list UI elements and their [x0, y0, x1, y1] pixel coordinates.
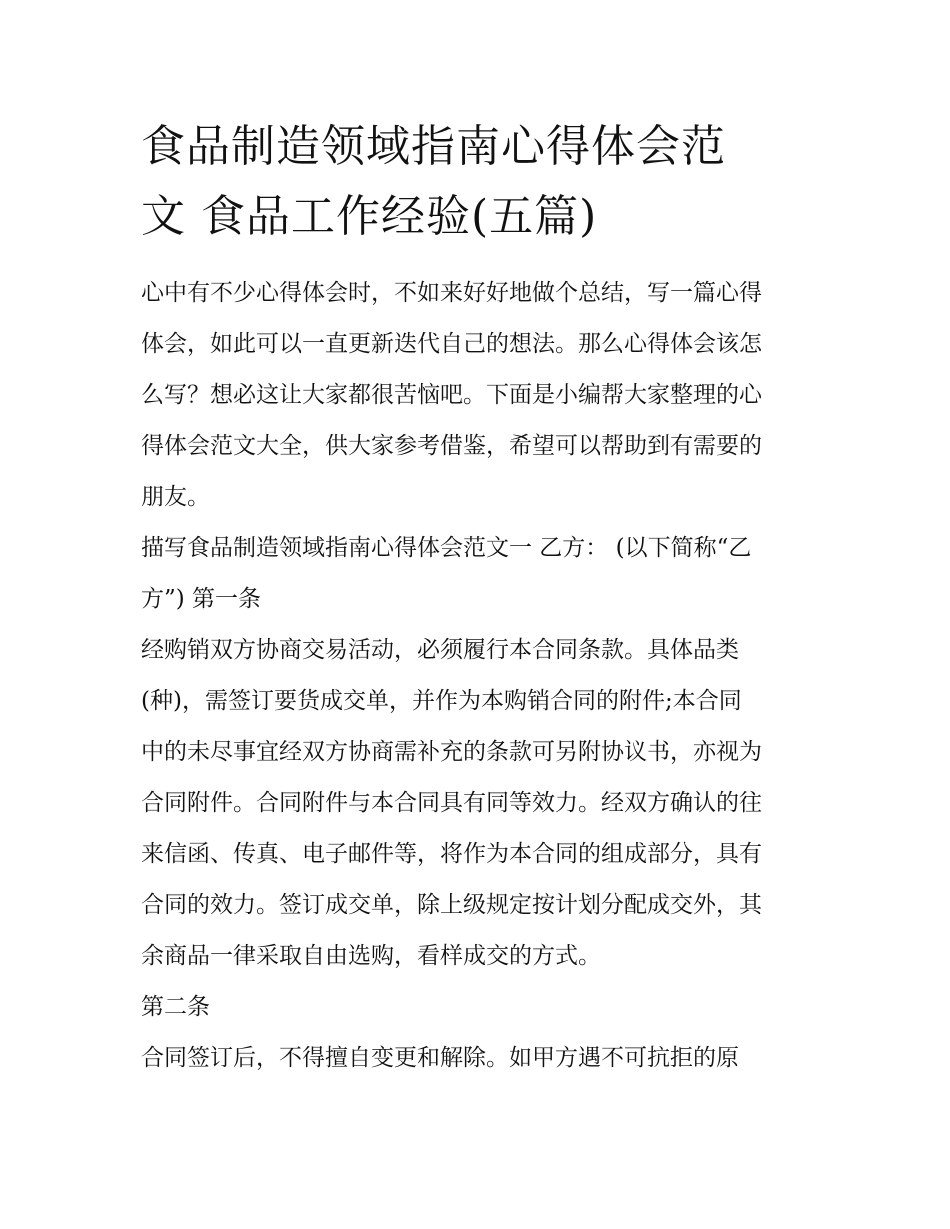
- text-line: 体会，如此可以一直更新迭代自己的想法。那么心得体会该怎: [141, 331, 762, 357]
- text-line: 来信函、传真、电子邮件等，将作为本合同的组成部分，具有: [141, 841, 762, 867]
- article-two-heading: [141, 982, 813, 1033]
- text-line: 合同的效力。签订成交单，除上级规定按计划分配成交外，其: [141, 892, 762, 918]
- text-line: 描写食品制造领域指南心得体会范文一 乙方： (以下简称“乙: [141, 535, 752, 561]
- text-line: 方”) 第一条: [141, 586, 262, 612]
- text-line: 么写？想必这让大家都很苦恼吧。下面是小编帮大家整理的心: [141, 382, 762, 408]
- text-line: (种)，需签订要货成交单，并作为本购销合同的附件;本合同: [141, 688, 742, 714]
- intro-paragraph: [141, 268, 813, 523]
- article-two-paragraph: [141, 1033, 813, 1084]
- document-body: [141, 112, 813, 1084]
- title-line: 文 食品工作经验(五篇): [141, 191, 598, 242]
- text-line: 经购销双方协商交易活动，必须履行本合同条款。具体品类: [141, 637, 739, 663]
- document-title: [141, 112, 813, 252]
- section-heading-paragraph: [141, 523, 813, 625]
- title-line: 食品制造领域指南心得体会范: [141, 121, 726, 172]
- text-line: 心中有不少心得体会时，不如来好好地做个总结，写一篇心得: [141, 280, 762, 306]
- text-line: 得体会范文大全，供大家参考借鉴，希望可以帮助到有需要的: [141, 433, 762, 459]
- article-one-paragraph: [141, 625, 813, 982]
- text-line: 合同签订后，不得擅自变更和解除。如甲方遇不可抗拒的原: [141, 1045, 739, 1071]
- text-line: 中的未尽事宜经双方协商需补充的条款可另附协议书，亦视为: [141, 739, 762, 765]
- text-line: 余商品一律采取自由选购，看样成交的方式。: [141, 943, 601, 969]
- text-line: 朋友。: [141, 484, 210, 510]
- text-line: 第二条: [141, 994, 210, 1020]
- text-line: 合同附件。合同附件与本合同具有同等效力。经双方确认的往: [141, 790, 762, 816]
